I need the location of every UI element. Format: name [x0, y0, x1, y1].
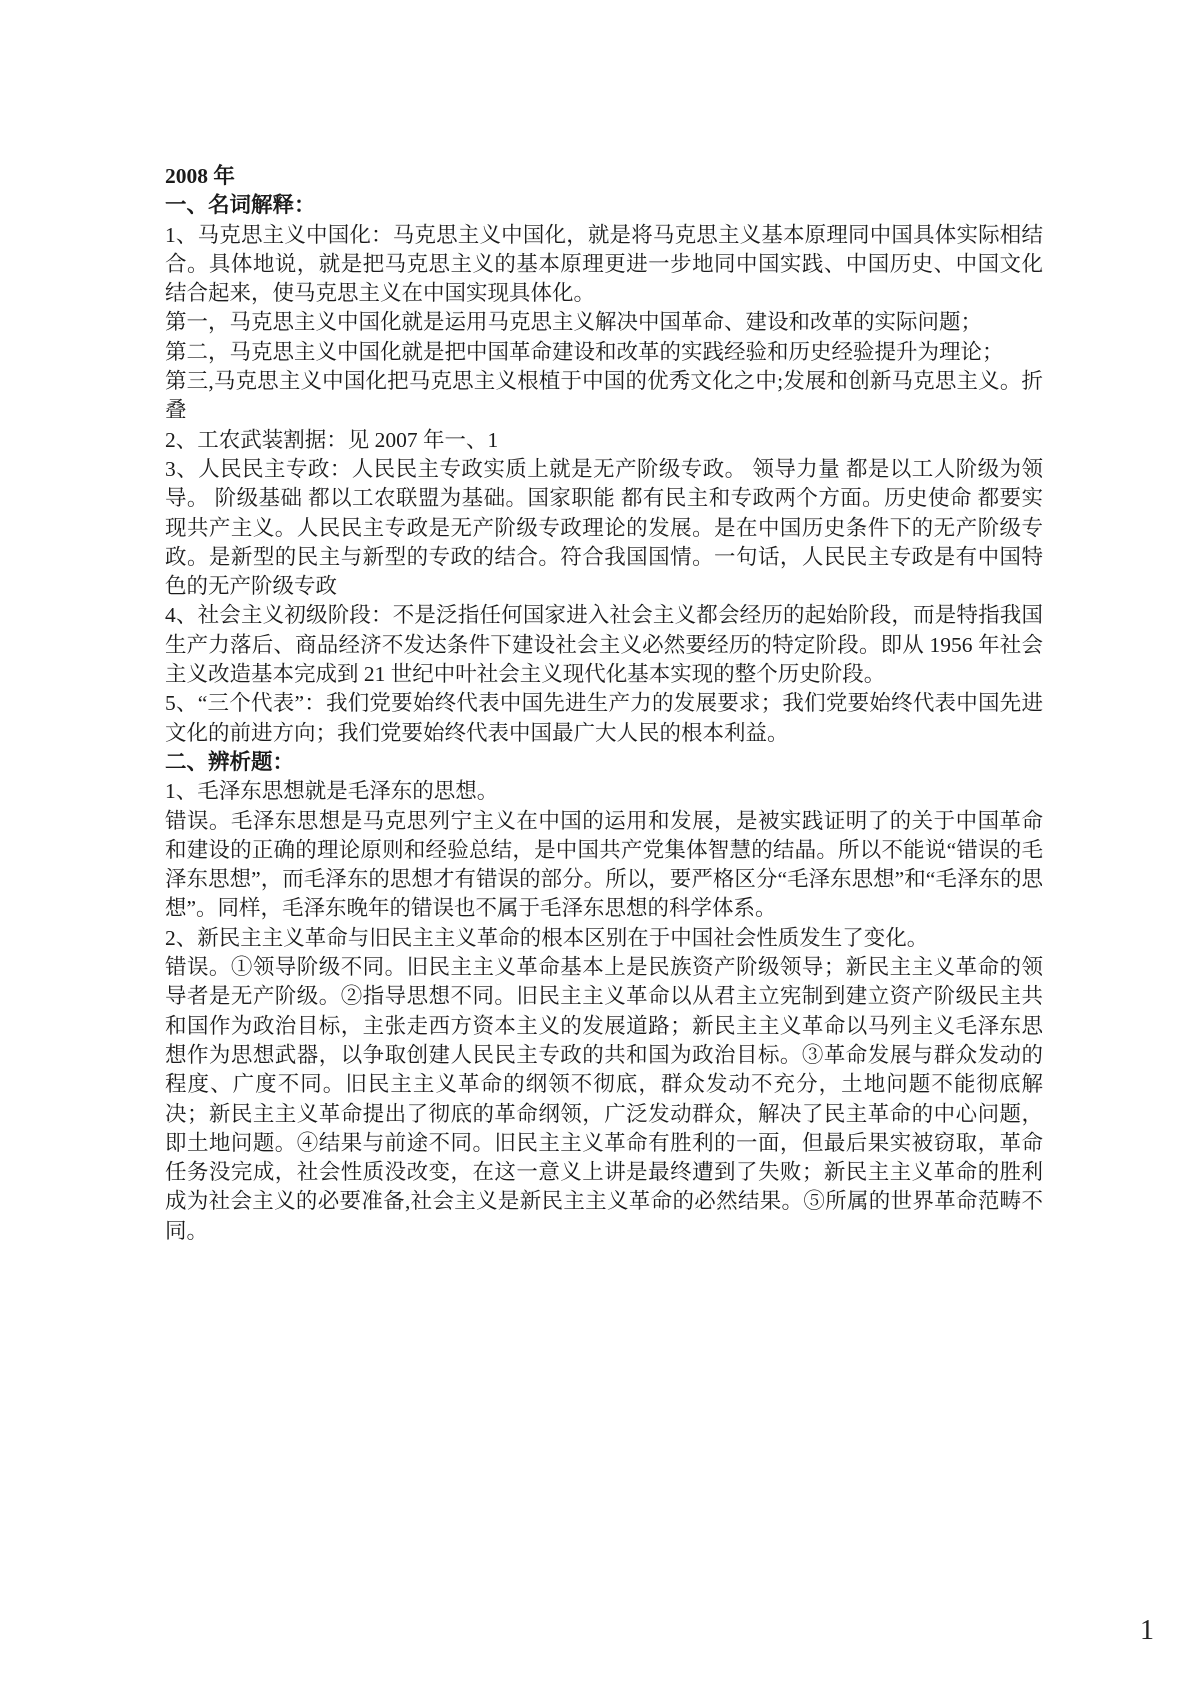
page-number: 1 — [1140, 1615, 1154, 1646]
paragraph-glossary-1: 1、马克思主义中国化：马克思主义中国化，就是将马克思主义基本原理同中国具体实际相结合。具体地说，就是把马克思主义的基本原理更进一步地同中国实践、中国历史、中国文化结合起来，使马克思主义在中国实现具体化。 — [165, 222, 1043, 306]
paragraph-glossary-2: 2、工农武装割据：见 2007 年一、1 — [165, 427, 499, 452]
paragraph-analysis-q2: 2、新民主主义革命与旧民主主义革命的根本区别在于中国社会性质发生了变化。 — [165, 925, 929, 950]
section-heading-analysis: 二、辨析题： — [165, 749, 295, 774]
paragraph-glossary-4: 4、社会主义初级阶段：不是泛指任何国家进入社会主义都会经历的起始阶段，而是特指我国生产力落后、商品经济不发达条件下建设社会主义必然要经历的特定阶段。即从 1956 年社会主义改造基本完成到 21 世纪中叶社会主义现代化基本实现的整个历史阶段。 — [165, 603, 1043, 687]
document-content — [165, 162, 1043, 1246]
year-heading: 2008 年 — [165, 164, 235, 188]
paragraph-analysis-a2: 错误。①领导阶级不同。旧民主主义革命基本上是民族资产阶级领导；新民主主义革命的领导者是无产阶级。②指导思想不同。旧民主主义革命以从君主立宪制到建立资产阶级民主共和国作为政治目标，主张走西方资本主义的发展道路；新民主主义革命以马列主义毛泽东思想作为思想武器，以争取创建人民民主专政的共和国为政治目标。③革命发展与群众发动的程度、广度不同。旧民主主义革命的纲领不彻底，群众发动不充分，土地问题不能彻底解决；新民主主义革命提出了彻底的革命纲领，广泛发动群众，解决了民主革命的中心问题，即土地问题。④结果与前途不同。旧民主主义革命有胜利的一面，但最后果实被窃取，革命任务没完成，社会性质没改变，在这一意义上讲是最终遭到了失败；新民主主义革命的胜利成为社会主义的必要准备,社会主义是新民主主义革命的必然结果。⑤所属的世界革命范畴不同。 — [165, 955, 1043, 1243]
paragraph-glossary-5: 5、“三个代表”：我们党要始终代表中国先进生产力的发展要求；我们党要始终代表中国先进文化的前进方向；我们党要始终代表中国最广大人民的根本利益。 — [165, 691, 1043, 745]
paragraph-analysis-a1: 错误。毛泽东思想是马克思列宁主义在中国的运用和发展，是被实践证明了的关于中国革命和建设的正确的理论原则和经验总结，是中国共产党集体智慧的结晶。所以不能说“错误的毛泽东思想”，而毛泽东的思想才有错误的部分。所以，要严格区分“毛泽东思想”和“毛泽东的思想”。同样，毛泽东晚年的错误也不属于毛泽东思想的科学体系。 — [165, 808, 1043, 921]
paragraph-glossary-3: 3、人民民主专政：人民民主专政实质上就是无产阶级专政。 领导力量 都是以工人阶级为领导。 阶级基础 都以工农联盟为基础。国家职能 都有民主和专政两个方面。历史使命 都要实现共产主义。人民民主专政是无产阶级专政理论的发展。是在中国历史条件下的无产阶级专政。是新型的民主与新型的专政的结合。符合我国国情。一句话，人民民主专政是有中国特色的无产阶级专政 — [165, 456, 1043, 599]
paragraph-glossary-point-3: 第三,马克思主义中国化把马克思主义根植于中国的优秀文化之中;发展和创新马克思主义。折叠 — [165, 369, 1043, 423]
paragraph-analysis-q1: 1、毛泽东思想就是毛泽东的思想。 — [165, 779, 499, 804]
section-heading-glossary: 一、名词解释： — [165, 193, 316, 218]
paragraph-glossary-point-1: 第一，马克思主义中国化就是运用马克思主义解决中国革命、建设和改革的实际问题； — [165, 310, 983, 335]
paragraph-glossary-point-2: 第二，马克思主义中国化就是把中国革命建设和改革的实践经验和历史经验提升为理论； — [165, 339, 1004, 364]
